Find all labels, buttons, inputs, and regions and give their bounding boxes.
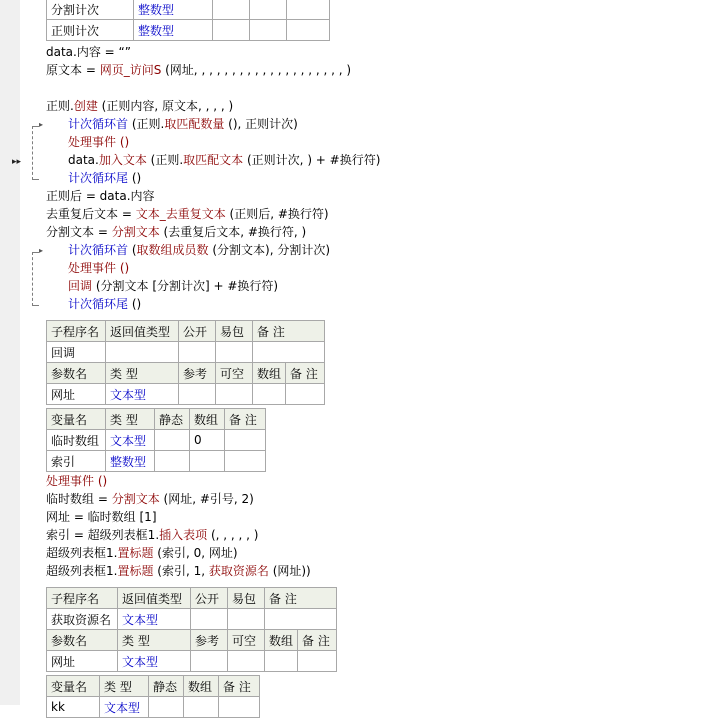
code-line[interactable]: 计次循环尾 ()	[68, 171, 142, 185]
local-vars-table-top	[46, 0, 330, 41]
table-row: 子程序名 返回值类型 公开 易包 备 注	[47, 588, 337, 609]
code-line[interactable]: 正则后 = data.内容	[46, 189, 155, 203]
line-gutter	[0, 0, 20, 705]
table-row: 变量名 类 型 静态 数组 备 注	[47, 676, 260, 697]
table-row: 网址 文本型	[47, 651, 337, 672]
code-line[interactable]: 超级列表框1.置标题 (索引, 0, 网址)	[46, 546, 238, 560]
loop-arrow-icon: ▸	[39, 246, 44, 255]
var-type[interactable]: 整数型	[134, 0, 213, 20]
code-line[interactable]: 索引 = 超级列表框1.插入表项 (, , , , , )	[46, 528, 259, 542]
table-row	[47, 0, 330, 20]
code-editor[interactable]	[12, 0, 708, 715]
code-line[interactable]: 回调 (分割文本 [分割计次] + #换行符)	[68, 279, 279, 293]
sub-name[interactable]: 获取资源名	[47, 609, 118, 630]
table-row: 参数名 类 型 参考 可空 数组 备 注	[47, 630, 337, 651]
loop-bracket	[32, 126, 33, 180]
code-line[interactable]: data.加入文本 (正则.取匹配文本 (正则计次, ) + #换行符)	[68, 153, 381, 167]
table-row: 索引 整数型	[47, 451, 266, 472]
code-line[interactable]: data.内容 = “”	[46, 45, 131, 59]
local-vars-table	[46, 675, 260, 718]
code-line[interactable]: 原文本 = 网页_访问S (网址, , , , , , , , , , , , , , , , , , , , )	[46, 63, 352, 77]
table-row: 子程序名 返回值类型 公开 易包 备 注	[47, 321, 325, 342]
code-line[interactable]: 网址 = 临时数组 [1]	[46, 510, 157, 524]
code-line[interactable]: 计次循环尾 ()	[68, 297, 142, 311]
local-vars-table	[46, 408, 266, 472]
code-line[interactable]: 计次循环首 (正则.取匹配数量 (), 正则计次)	[68, 117, 298, 131]
code-line[interactable]: 去重复后文本 = 文本_去重复文本 (正则后, #换行符)	[46, 207, 329, 221]
loop-arrow-icon: ▸	[39, 120, 44, 129]
table-row: kk 文本型	[47, 697, 260, 718]
subroutine-table	[46, 587, 337, 672]
code-line[interactable]: 临时数组 = 分割文本 (网址, #引号, 2)	[46, 492, 254, 506]
code-line[interactable]: 计次循环首 (取数组成员数 (分割文本), 分割计次)	[68, 243, 331, 257]
var-name[interactable]: 分割计次	[47, 0, 134, 20]
sub-name[interactable]: 回调	[47, 342, 106, 363]
table-row: 临时数组 文本型 0	[47, 430, 266, 451]
code-line[interactable]: 超级列表框1.置标题 (索引, 1, 获取资源名 (网址))	[46, 564, 311, 578]
code-line[interactable]: 正则.创建 (正则内容, 原文本, , , , )	[46, 99, 234, 113]
param-type[interactable]: 文本型	[106, 384, 179, 405]
subroutine-table	[46, 320, 325, 405]
table-row	[47, 384, 325, 405]
table-row: 获取资源名 文本型	[47, 609, 337, 630]
code-line[interactable]: 处理事件 ()	[46, 474, 108, 488]
code-line[interactable]: 处理事件 ()	[68, 135, 130, 149]
table-row	[47, 342, 325, 363]
table-row	[47, 20, 330, 41]
table-row: 参数名 类 型 参考 可空 数组 备 注	[47, 363, 325, 384]
code-line[interactable]: 处理事件 ()	[68, 261, 130, 275]
param-name[interactable]: 网址	[47, 384, 106, 405]
table-row: 变量名 类 型 静态 数组 备 注	[47, 409, 266, 430]
var-name[interactable]: 正则计次	[47, 20, 134, 41]
breakpoint-marker-icon[interactable]: ▸▸	[12, 157, 22, 167]
code-line[interactable]: 分割文本 = 分割文本 (去重复后文本, #换行符, )	[46, 225, 307, 239]
loop-bracket	[32, 252, 33, 306]
var-type[interactable]: 整数型	[134, 20, 213, 41]
